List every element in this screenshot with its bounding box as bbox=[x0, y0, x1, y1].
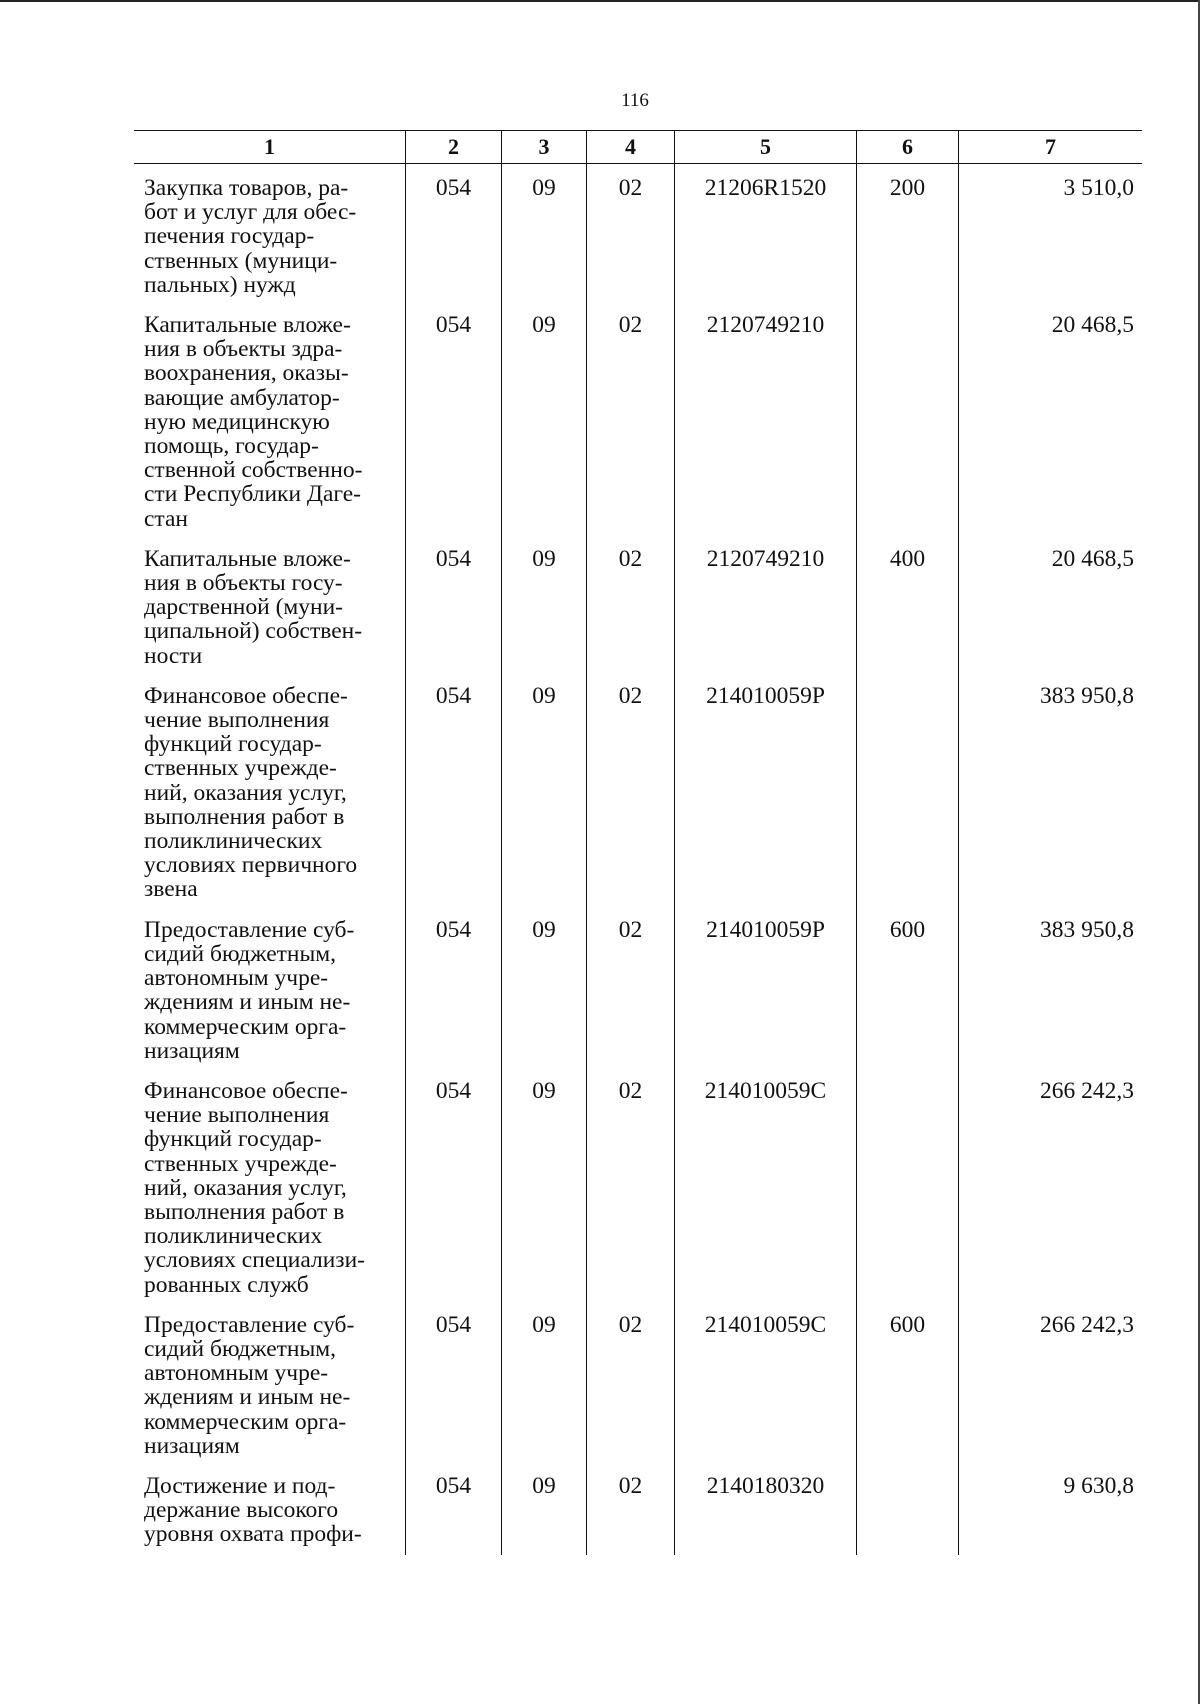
row-name-cell: Капитальные вложе- ния в объекты здра- воохранения, оказы- вающие амбулатор- ную медицинскую помощь, государ- ственной собственно- сти Республики Даге- стан bbox=[134, 301, 406, 535]
row-name-cell: Достижение и под- держание высокого уровня охвата профи- bbox=[134, 1462, 406, 1555]
row-code-2-cell: 054 bbox=[406, 301, 502, 535]
table-row bbox=[134, 164, 1142, 301]
row-code-4-cell: 02 bbox=[587, 301, 675, 535]
row-code-5-cell: 2140180320 bbox=[675, 1462, 857, 1555]
table-row bbox=[134, 1067, 1142, 1301]
row-code-4-cell: 02 bbox=[587, 1067, 675, 1301]
row-amount-cell: 266 242,3 bbox=[1040, 1311, 1134, 1338]
header-col-2: 2 bbox=[406, 131, 502, 163]
row-code-3-cell: 09 bbox=[502, 535, 587, 672]
row-code-5-cell: 214010059C bbox=[675, 1067, 857, 1301]
header-col-5: 5 bbox=[675, 131, 857, 163]
row-amount-cell: 383 950,8 bbox=[1040, 682, 1134, 709]
header-col-7: 7 bbox=[1045, 134, 1056, 159]
row-code-4-cell: 02 bbox=[587, 672, 675, 906]
row-amount-cell: 20 468,5 bbox=[1051, 545, 1134, 572]
row-name-cell: Капитальные вложе- ния в объекты госу- дарственной (муни- ципальной) собствен- ности bbox=[134, 535, 406, 672]
row-code-2-cell: 054 bbox=[406, 1067, 502, 1301]
row-code-5-cell: 2120749210 bbox=[675, 535, 857, 672]
row-code-6-cell bbox=[857, 301, 959, 535]
row-code-5-cell: 214010059P bbox=[675, 906, 857, 1067]
row-code-6-cell: 600 bbox=[857, 906, 959, 1067]
row-code-3-cell: 09 bbox=[502, 1067, 587, 1301]
row-code-6-cell: 600 bbox=[857, 1301, 959, 1462]
row-name-cell: Финансовое обеспе- чение выполнения функций государ- ственных учрежде- ний, оказания услуг, выполнения работ в поликлинических условиях первичного звена bbox=[134, 672, 406, 906]
row-amount-cell: 266 242,3 bbox=[1040, 1077, 1134, 1104]
header-col-4: 4 bbox=[587, 131, 675, 163]
table-body bbox=[134, 164, 1142, 1555]
row-code-2-cell: 054 bbox=[406, 1462, 502, 1555]
row-code-6-cell bbox=[857, 1462, 959, 1555]
row-amount-cell: 383 950,8 bbox=[1040, 916, 1134, 943]
row-code-3-cell: 09 bbox=[502, 906, 587, 1067]
row-code-2-cell: 054 bbox=[406, 164, 502, 301]
table-row bbox=[134, 1462, 1142, 1555]
page-number: 116 bbox=[621, 90, 649, 111]
row-amount-cell: 3 510,0 bbox=[1063, 175, 1134, 201]
row-amount-cell: 20 468,5 bbox=[1051, 312, 1134, 339]
row-code-4-cell: 02 bbox=[587, 164, 675, 301]
row-code-2-cell: 054 bbox=[406, 672, 502, 906]
table-row bbox=[134, 906, 1142, 1067]
header-col-3: 3 bbox=[502, 131, 587, 163]
row-code-2-cell: 054 bbox=[406, 535, 502, 672]
row-code-6-cell bbox=[857, 672, 959, 906]
row-name-cell: Предоставление суб- сидий бюджетным, автономным учре- ждениям и иным не- коммерческим орга- низациям bbox=[134, 906, 406, 1067]
row-code-5-cell: 21206R1520 bbox=[675, 164, 857, 301]
row-code-4-cell: 02 bbox=[587, 535, 675, 672]
row-code-6-cell bbox=[857, 1067, 959, 1301]
row-code-5-cell: 2120749210 bbox=[675, 301, 857, 535]
table-header-row bbox=[134, 130, 1142, 164]
header-col-1: 1 bbox=[134, 131, 406, 163]
row-code-3-cell: 09 bbox=[502, 1301, 587, 1462]
row-code-3-cell: 09 bbox=[502, 672, 587, 906]
row-code-6-cell: 200 bbox=[857, 164, 959, 301]
table-row bbox=[134, 1301, 1142, 1462]
page-top-edge bbox=[0, 0, 1200, 2]
row-code-2-cell: 054 bbox=[406, 906, 502, 1067]
table-row bbox=[134, 672, 1142, 906]
row-code-4-cell: 02 bbox=[587, 906, 675, 1067]
row-code-5-cell: 214010059P bbox=[675, 672, 857, 906]
budget-table bbox=[134, 130, 1142, 1555]
row-code-6-cell: 400 bbox=[857, 535, 959, 672]
table-row bbox=[134, 301, 1142, 535]
row-name-cell: Закупка товаров, ра- бот и услуг для обес- печения государ- ственных (муници- пальных) нужд bbox=[134, 164, 406, 301]
row-code-4-cell: 02 bbox=[587, 1301, 675, 1462]
table-row bbox=[134, 535, 1142, 672]
row-code-4-cell: 02 bbox=[587, 1462, 675, 1555]
row-amount-cell: 9 630,8 bbox=[1063, 1472, 1134, 1499]
row-name-cell: Финансовое обеспе- чение выполнения функций государ- ственных учрежде- ний, оказания услуг, выполнения работ в поликлинических условиях специализи- рованных служб bbox=[134, 1067, 406, 1301]
row-name-cell: Предоставление суб- сидий бюджетным, автономным учре- ждениям и иным не- коммерческим орга- низациям bbox=[134, 1301, 406, 1462]
header-col-6: 6 bbox=[857, 131, 959, 163]
row-code-3-cell: 09 bbox=[502, 301, 587, 535]
row-code-3-cell: 09 bbox=[502, 164, 587, 301]
row-code-3-cell: 09 bbox=[502, 1462, 587, 1555]
row-code-5-cell: 214010059C bbox=[675, 1301, 857, 1462]
row-code-2-cell: 054 bbox=[406, 1301, 502, 1462]
